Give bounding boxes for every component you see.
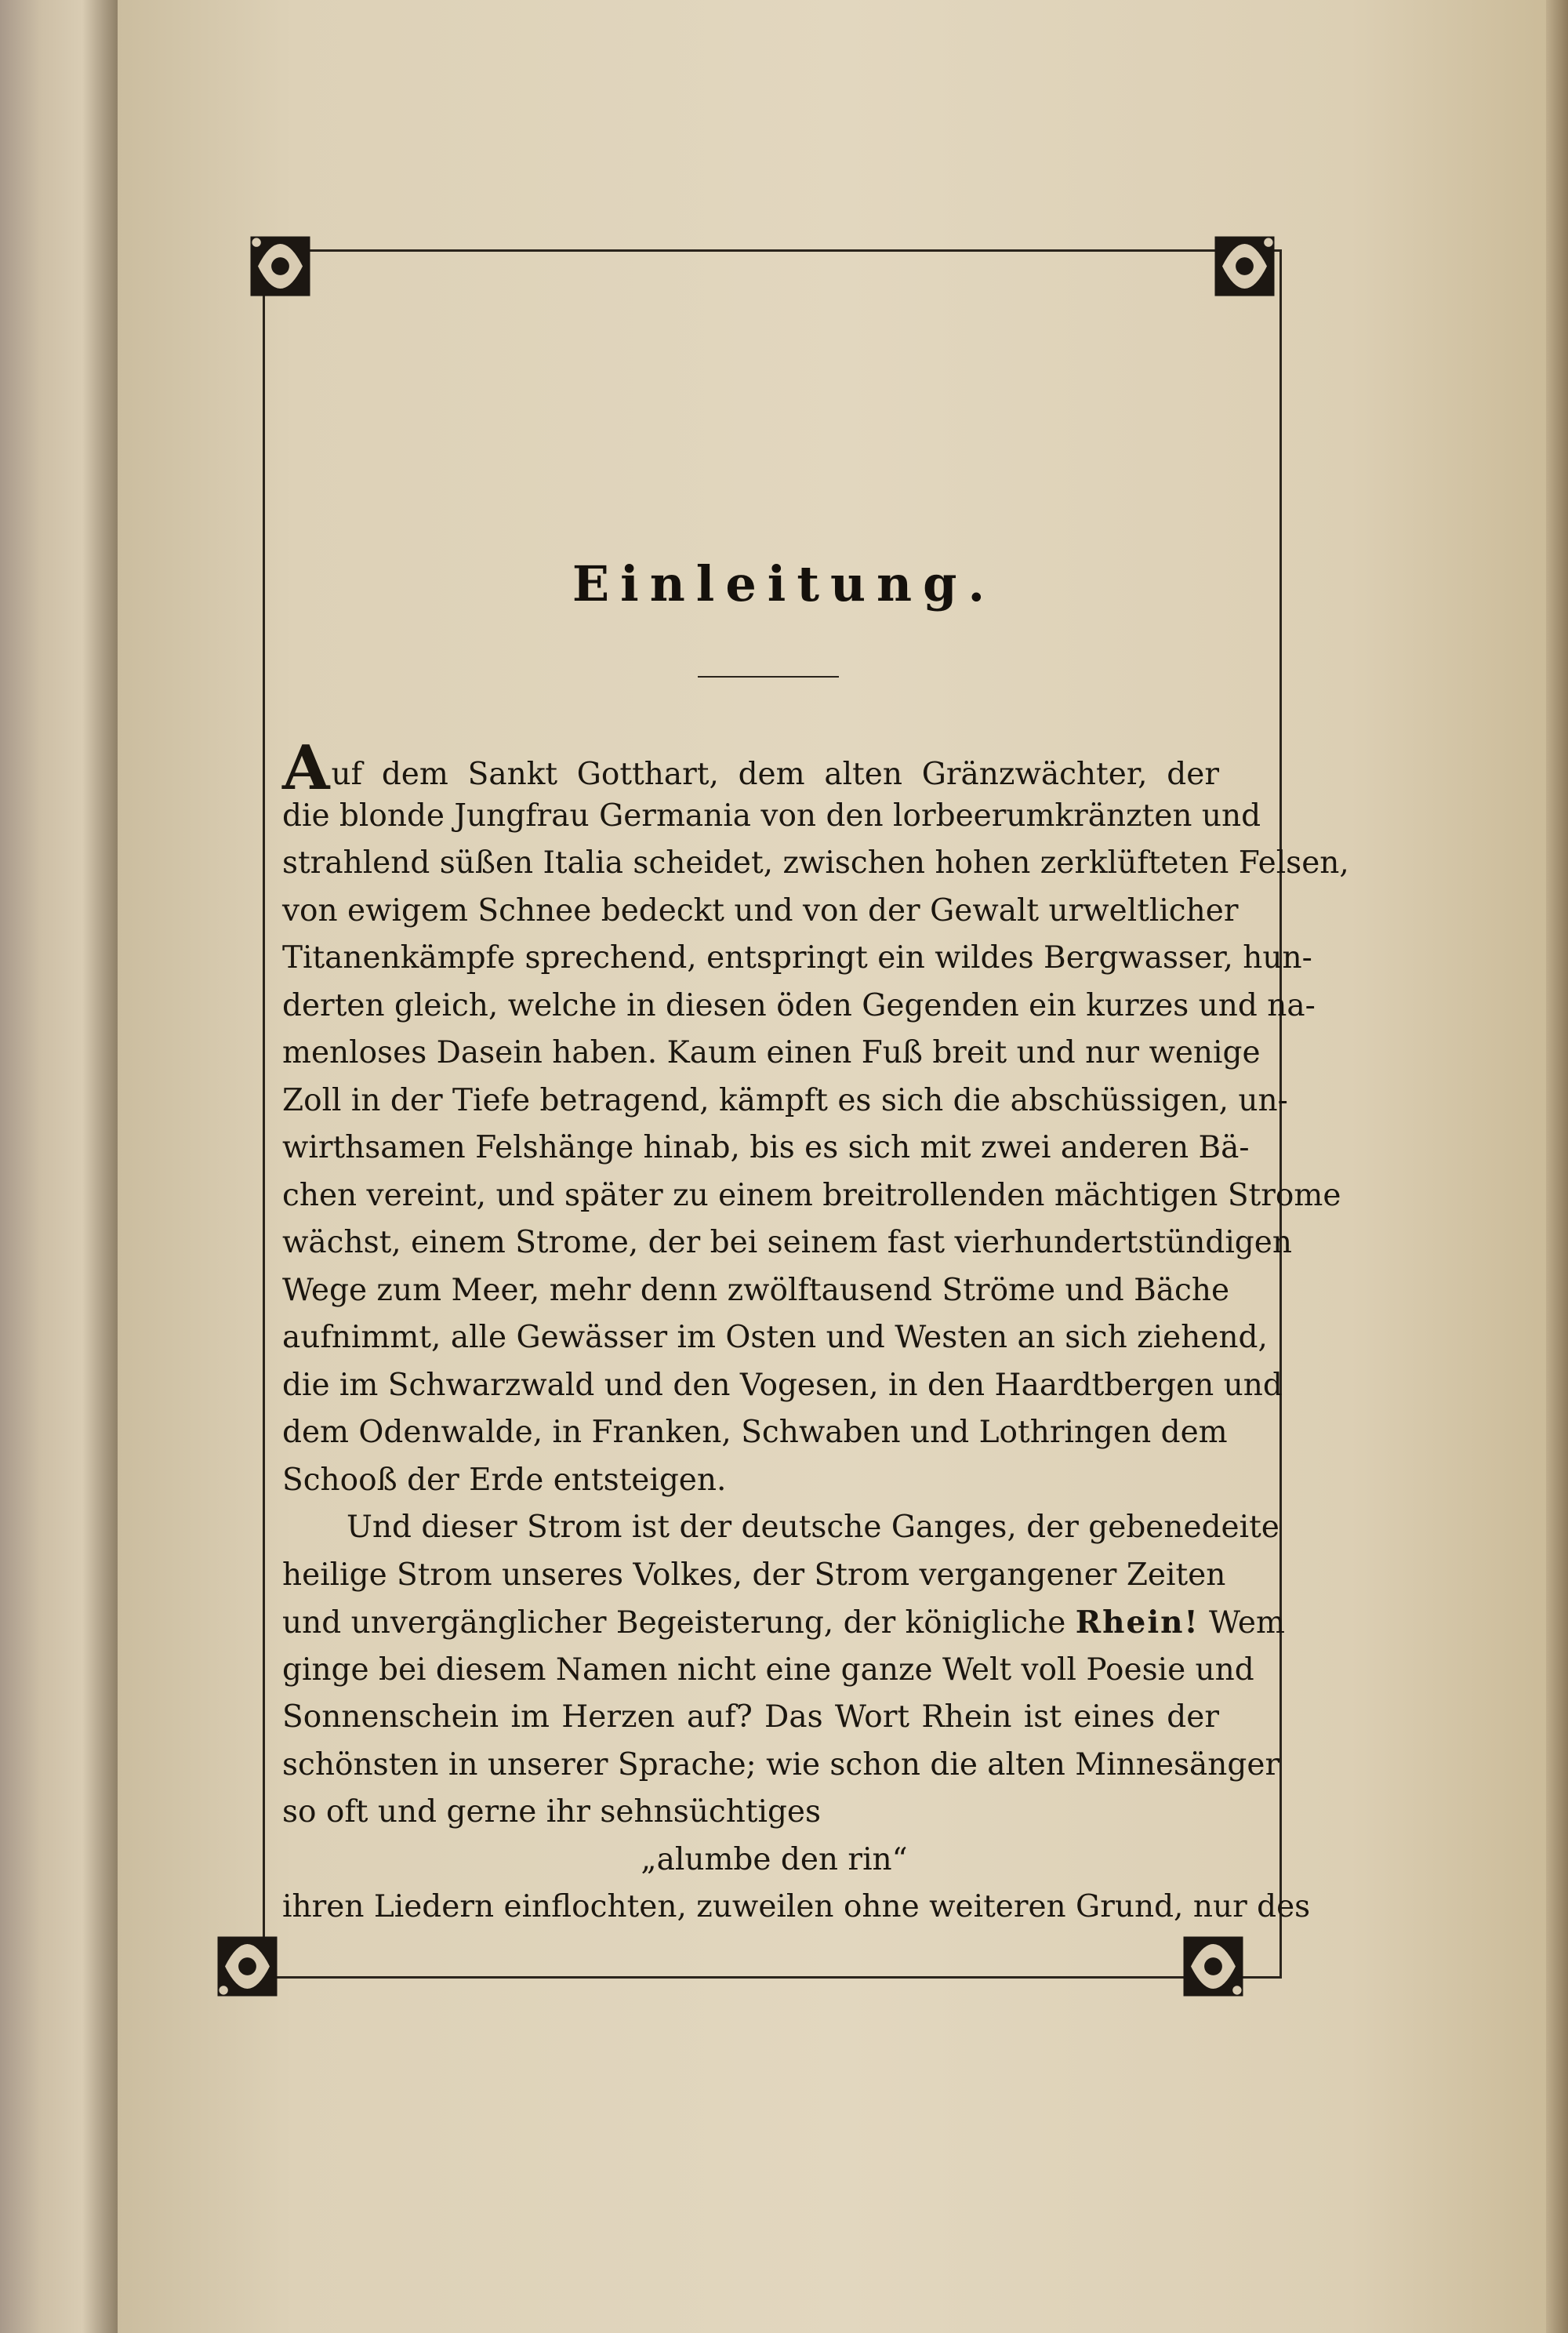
text-line: so oft und gerne ihr sehnsüchtiges xyxy=(282,1794,822,1830)
text-line: Auf dem Sankt Gotthart, dem alten Gränzwächter, der xyxy=(282,732,1219,804)
text-line: strahlend süßen Italia scheidet, zwischen hohen zerklüfteten Felsen, xyxy=(282,845,1349,881)
text-line: ginge bei diesem Namen nicht eine ganze Welt voll Poesie und xyxy=(282,1652,1254,1688)
quote-line: „alumbe den rin“ xyxy=(641,1841,908,1877)
page-edge xyxy=(1546,0,1568,2333)
text-line: heilige Strom unseres Volkes, der Strom vergangener Zeiten xyxy=(282,1557,1226,1593)
corner-ornament-bottom-left-icon xyxy=(210,1929,285,2004)
corner-ornament-top-left-icon xyxy=(243,229,318,303)
chapter-title: Einleitung. xyxy=(572,555,996,612)
book-gutter xyxy=(0,0,118,2333)
text-line: Zoll in der Tiefe betragend, kämpft es sich die abschüssigen, un- xyxy=(282,1082,1288,1118)
emphasis-rhein: Rhein! xyxy=(1075,1604,1200,1641)
drop-cap: A xyxy=(282,732,330,804)
text-line: Titanenkämpfe sprechend, entspringt ein wildes Bergwasser, hun- xyxy=(282,940,1312,976)
text-line: Und dieser Strom ist der deutsche Ganges, der gebenedeite xyxy=(347,1510,1279,1545)
text-line: aufnimmt, alle Gewässer im Osten und Westen an sich ziehend, xyxy=(282,1320,1268,1355)
text-line: dem Odenwalde, in Franken, Schwaben und Lothringen dem xyxy=(282,1415,1228,1450)
text-line: schönsten in unserer Sprache; wie schon die alten Minnesänger xyxy=(282,1746,1280,1782)
text-line: Wege zum Meer, mehr denn zwölftausend Ströme und Bäche xyxy=(282,1272,1230,1308)
text-line: chen vereint, und später zu einem breitrollenden mächtigen Strome xyxy=(282,1177,1341,1213)
text-line: derten gleich, welche in diesen öden Gegenden ein kurzes und na- xyxy=(282,987,1316,1023)
text-line: menloses Dasein haben. Kaum einen Fuß breit und nur wenige xyxy=(282,1035,1261,1070)
corner-ornament-bottom-right-icon xyxy=(1176,1929,1250,2004)
corner-ornament-top-right-icon xyxy=(1207,229,1282,303)
text-line: und unvergänglicher Begeisterung, der königliche Rhein! Wem xyxy=(282,1604,1285,1641)
text-line: die blonde Jungfrau Germania von den lorbeerumkränzten und xyxy=(282,798,1261,834)
text-line: Sonnenschein im Herzen auf? Das Wort Rhein ist eines der xyxy=(282,1699,1219,1735)
text-line: ihren Liedern einflochten, zuweilen ohne weiteren Grund, nur des xyxy=(282,1889,1311,1924)
text-line: die im Schwarzwald und den Vogesen, in den Haardtbergen und xyxy=(282,1367,1283,1403)
text-line: Schooß der Erde entsteigen. xyxy=(282,1462,727,1498)
body-text xyxy=(282,732,1349,1931)
text-line: wächst, einem Strome, der bei seinem fast vierhundertstündigen xyxy=(282,1225,1292,1260)
title-rule xyxy=(698,676,839,678)
text-line: wirthsamen Felshänge hinab, bis es sich mit zwei anderen Bä- xyxy=(282,1130,1250,1165)
text-line: von ewigem Schnee bedeckt und von der Gewalt urweltlicher xyxy=(282,892,1239,928)
